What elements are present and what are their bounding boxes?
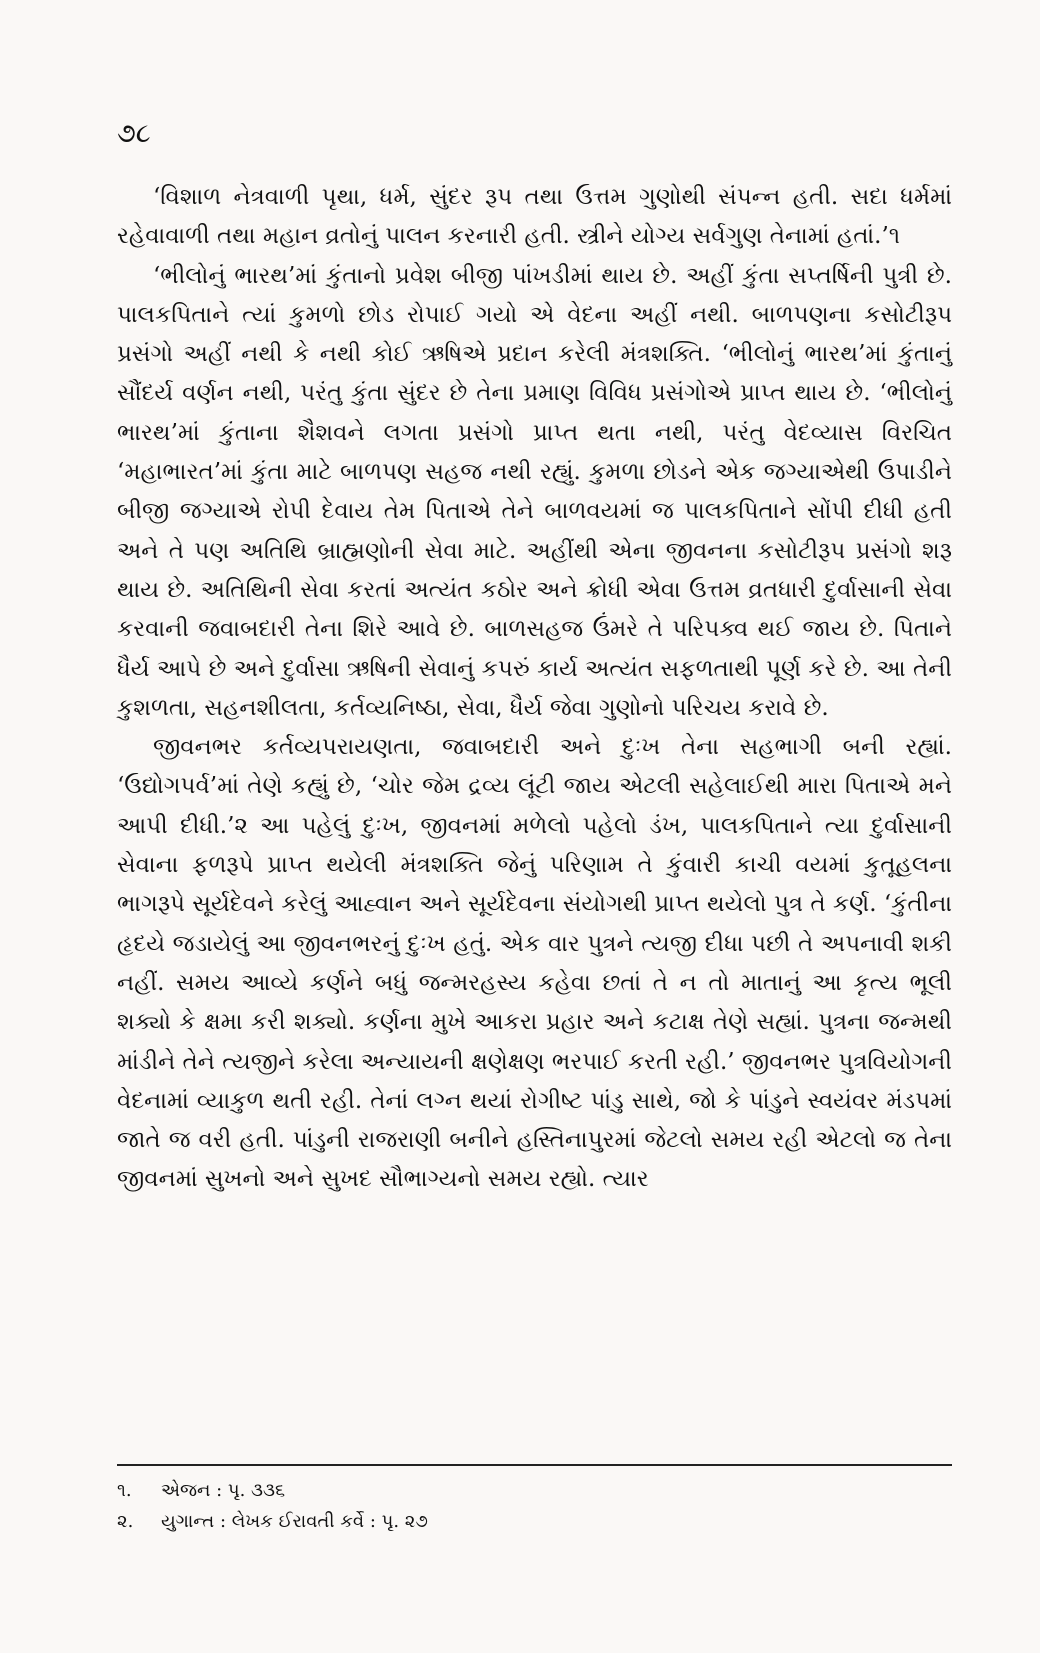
footnote-item [117,1506,952,1537]
footnote-marker: ૨. [117,1511,134,1532]
footnote-item [117,1475,952,1506]
footnote-text: યુગાન્ત : લેખક ઈરાવતી કર્વે : પૃ. ૨૭ [161,1511,428,1532]
paragraph-quote-prutha: ‘વિશાળ નેત્રવાળી પૃથા, ધર્મ, સુંદર રૂપ તથા ઉત્તમ ગુણોથી સંપન્ન હતી. સદા ધર્મમાં રહેવાવાળી તથા મહાન વ્રતોનું પાલન કરનારી હતી. સ્ત્રીને યોગ્ય સર્વગુણ તેનામાં હતાં.’૧ [117,184,952,250]
footnote-text: એજન : પૃ. ૩૩૬ [161,1480,286,1501]
paragraph-kunta-bhilonu-bharath: ‘ભીલોનું ભારથ’માં કુંતાનો પ્રવેશ બીજી પાંખડીમાં થાય છે. અહીં કુંતા સપ્તર્ષિની પુત્રી છે. પાલકપિતાને ત્યાં કુમળો છોડ રોપાઈ ગયો એ વેદના અહીં નથી. બાળપણના કસોટીરૂપ પ્રસંગો અહીં નથી કે નથી કોઈ ઋષિએ પ્રદાન કરેલી મંત્રશક્તિ. ‘ભીલોનું ભારથ’માં કુંતાનું સૌંદર્ય વર્ણન નથી, પરંતુ કુંતા સુંદર છે તેના પ્રમાણ વિવિધ પ્રસંગોએ પ્રાપ્ત થાય છે. ‘ભીલોનું ભારથ’માં કુંતાના શૈશવને લગતા પ્રસંગો પ્રાપ્ત થતા નથી, પરંતુ વેદવ્યાસ વિરચિત ‘મહાભારત’માં કુંતા માટે બાળપણ સહજ નથી રહ્યું. કુમળા છોડને એક જગ્યાએથી ઉપાડીને બીજી જગ્યાએ રોપી દેવાય તેમ પિતાએ તેને બાળવયમાં જ પાલકપિતાને સોંપી દીધી હતી અને તે પણ અતિથિ બ્રાહ્મણોની સેવા માટે. અહીંથી એના જીવનના કસોટીરૂપ પ્રસંગો શરૂ થાય છે. અતિથિની સેવા કરતાં અત્યંત કઠોર અને ક્રોધી એવા ઉત્તમ વ્રતધારી દુર્વાસાની સેવા કરવાની જવાબદારી તેના શિરે આવે છે. બાળસહજ ઉંમરે તે પરિપક્વ થઈ જાય છે. પિતાને ધૈર્ય આપે છે અને દુર્વાસા ઋષિની સેવાનું કપરું કાર્ય અત્યંત સફળતાથી પૂર્ણ કરે છે. આ તેની કુશળતા, સહનશીલતા, કર્તવ્યનિષ્ઠા, સેવા, ધૈર્ય જેવા ગુણોનો પરિચય કરાવે છે. [117,262,952,721]
paragraph-kunti-duty-sorrow: જીવનભર કર્તવ્યપરાયણતા, જવાબદારી અને દુઃખ તેના સહભાગી બની રહ્યાં. ‘ઉદ્યોગપર્વ’માં તેણે કહ્યું છે, ‘ચોર જેમ દ્રવ્ય લૂંટી જાય એટલી સહેલાઈથી મારા પિતાએ મને આપી દીધી.’૨ આ પહેલું દુઃખ, જીવનમાં મળેલો પહેલો ડંખ, પાલકપિતાને ત્યા દુર્વાસાની સેવાના ફળરૂપે પ્રાપ્ત થયેલી મંત્રશક્તિ જેનું પરિણામ તે કુંવારી કાચી વયમાં કુતૂહલના ભાગરૂપે સૂર્યદેવને કરેલું આહ્વાન અને સૂર્યદેવના સંયોગથી પ્રાપ્ત થયેલો પુત્ર તે કર્ણ. ‘કુંતીના હૃદયે જડાયેલું આ જીવનભરનું દુઃખ હતું. એક વાર પુત્રને ત્યજી દીધા પછી તે અપનાવી શકી નહીં. સમય આવ્યે કર્ણને બધું જન્મરહસ્ય કહેવા છતાં તે ન તો માતાનું આ કૃત્ય ભૂલી શક્યો કે ક્ષમા કરી શક્યો. કર્ણના મુખે આકરા પ્રહાર અને કટાક્ષ તેણે સહ્યાં. પુત્રના જન્મથી માંડીને તેને ત્યજીને કરેલા અન્યાયની ક્ષણેક્ષણ ભરપાઈ કરતી રહી.’ જીવનભર પુત્રવિયોગની વેદનામાં વ્યાકુળ થતી રહી. તેનાં લગ્ન થયાં રોગીષ્ટ પાંડુ સાથે, જો કે પાંડુને સ્વયંવર મંડપમાં જાતે જ વરી હતી. પાંડુની રાજરાણી બનીને હસ્તિનાપુરમાં જેટલો સમય રહી એટલો જ તેના જીવનમાં સુખનો અને સુખદ સૌભાગ્યનો સમય રહ્યો. ત્યાર [117,734,952,1193]
footnotes [117,1475,952,1537]
page-number: ૭૮ [117,118,151,149]
footnote-marker: ૧. [117,1480,132,1501]
footnote-divider [117,1464,952,1466]
body-text [117,178,952,1200]
